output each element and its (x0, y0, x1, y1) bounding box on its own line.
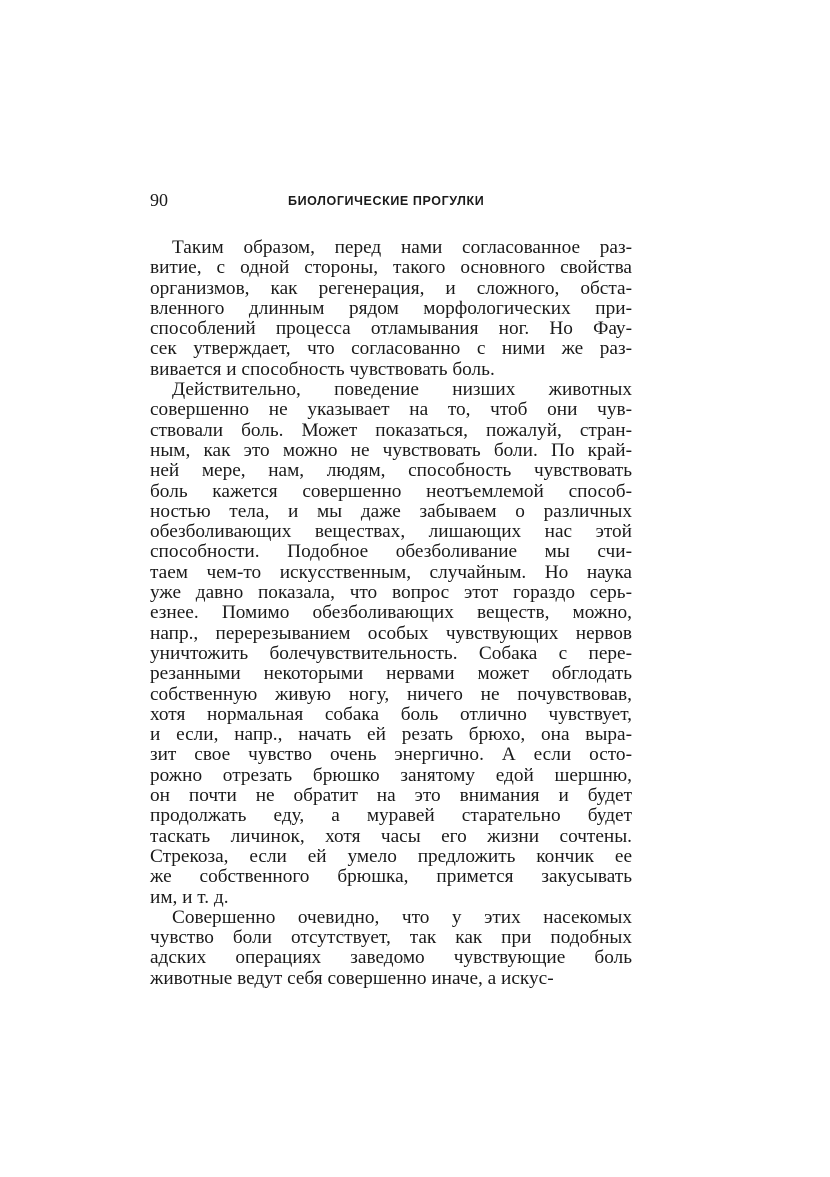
page-number: 90 (150, 190, 168, 210)
paragraph (150, 238, 632, 380)
text-line: Действительно, поведение низших животных (172, 379, 632, 401)
page-header (150, 190, 640, 214)
text-line: сек утверждает, что согласованно с ними же раз- (150, 338, 632, 360)
text-line: он почти не обратит на это внимания и будет (150, 785, 632, 807)
text-line: ствовали боль. Может показаться, пожалуй, стран- (150, 419, 632, 441)
text-line: вивается и способность чувствовать боль. (150, 358, 495, 380)
text-line: Совершенно очевидно, что у этих насекомых (172, 906, 632, 928)
paragraph (150, 380, 632, 908)
text-line: и если, напр., начать ей резать брюхо, она выра- (150, 724, 632, 746)
text-line: ностью тела, и мы даже забываем о различных (150, 500, 632, 522)
text-line: способлений процесса отламывания ног. Но Фау- (150, 318, 632, 340)
text-line: вленного длинным рядом морфологических при- (150, 297, 632, 319)
text-line: продолжать еду, а муравей старательно будет (150, 805, 632, 827)
body-text (150, 238, 632, 989)
text-line: совершенно не указывает на то, чтоб они чув- (150, 399, 632, 421)
running-title: БИОЛОГИЧЕСКИЕ ПРОГУЛКИ (288, 194, 485, 208)
text-line: собственную живую ногу, ничего не почувствовав, (150, 683, 632, 705)
text-line: напр., перерезыванием особых чувствующих нервов (150, 622, 632, 644)
text-line: боль кажется совершенно неотъемлемой способ- (150, 480, 632, 502)
text-line: зит свое чувство очень энергично. А если осто- (150, 744, 632, 766)
text-line: ней мере, нам, людям, способность чувствовать (150, 460, 632, 482)
text-line: хотя нормальная собака боль отлично чувствует, (150, 703, 632, 725)
text-line: ным, как это можно не чувствовать боли. По край- (150, 439, 632, 461)
text-line: витие, с одной стороны, такого основного свойства (150, 257, 632, 279)
text-line: Таким образом, перед нами согласованное раз- (172, 237, 632, 258)
text-line: животные ведут себя совершенно иначе, а искус- (150, 967, 554, 989)
text-line: способности. Подобное обезболивание мы счи- (150, 541, 632, 563)
text-line: им, и т. д. (150, 886, 229, 908)
text-line: рожно отрезать брюшко занятому едой шершню, (150, 764, 632, 786)
text-line: организмов, как регенерация, и сложного, обста- (150, 277, 632, 299)
text-line: таскать личинок, хотя часы его жизни сочтены. (150, 825, 632, 847)
text-line: таем чем-то искусственным, случайным. Но наука (150, 561, 632, 583)
text-line: обезболивающих веществах, лишающих нас этой (150, 521, 632, 543)
text-line: Стрекоза, если ей умело предложить кончик ее (150, 845, 632, 867)
text-line: адских операциях заведомо чувствующие боль (150, 947, 632, 969)
text-line: чувство боли отсутствует, так как при подобных (150, 927, 632, 949)
text-line: уже давно показала, что вопрос этот гораздо серь- (150, 582, 632, 604)
text-line: езнее. Помимо обезболивающих веществ, можно, (150, 602, 632, 624)
text-line: резанными некоторыми нервами может обглодать (150, 663, 632, 685)
text-line: уничтожить болечувствительность. Собака с пере- (150, 642, 632, 664)
paragraph (150, 908, 632, 989)
text-line: же собственного брюшка, примется закусывать (150, 866, 632, 888)
